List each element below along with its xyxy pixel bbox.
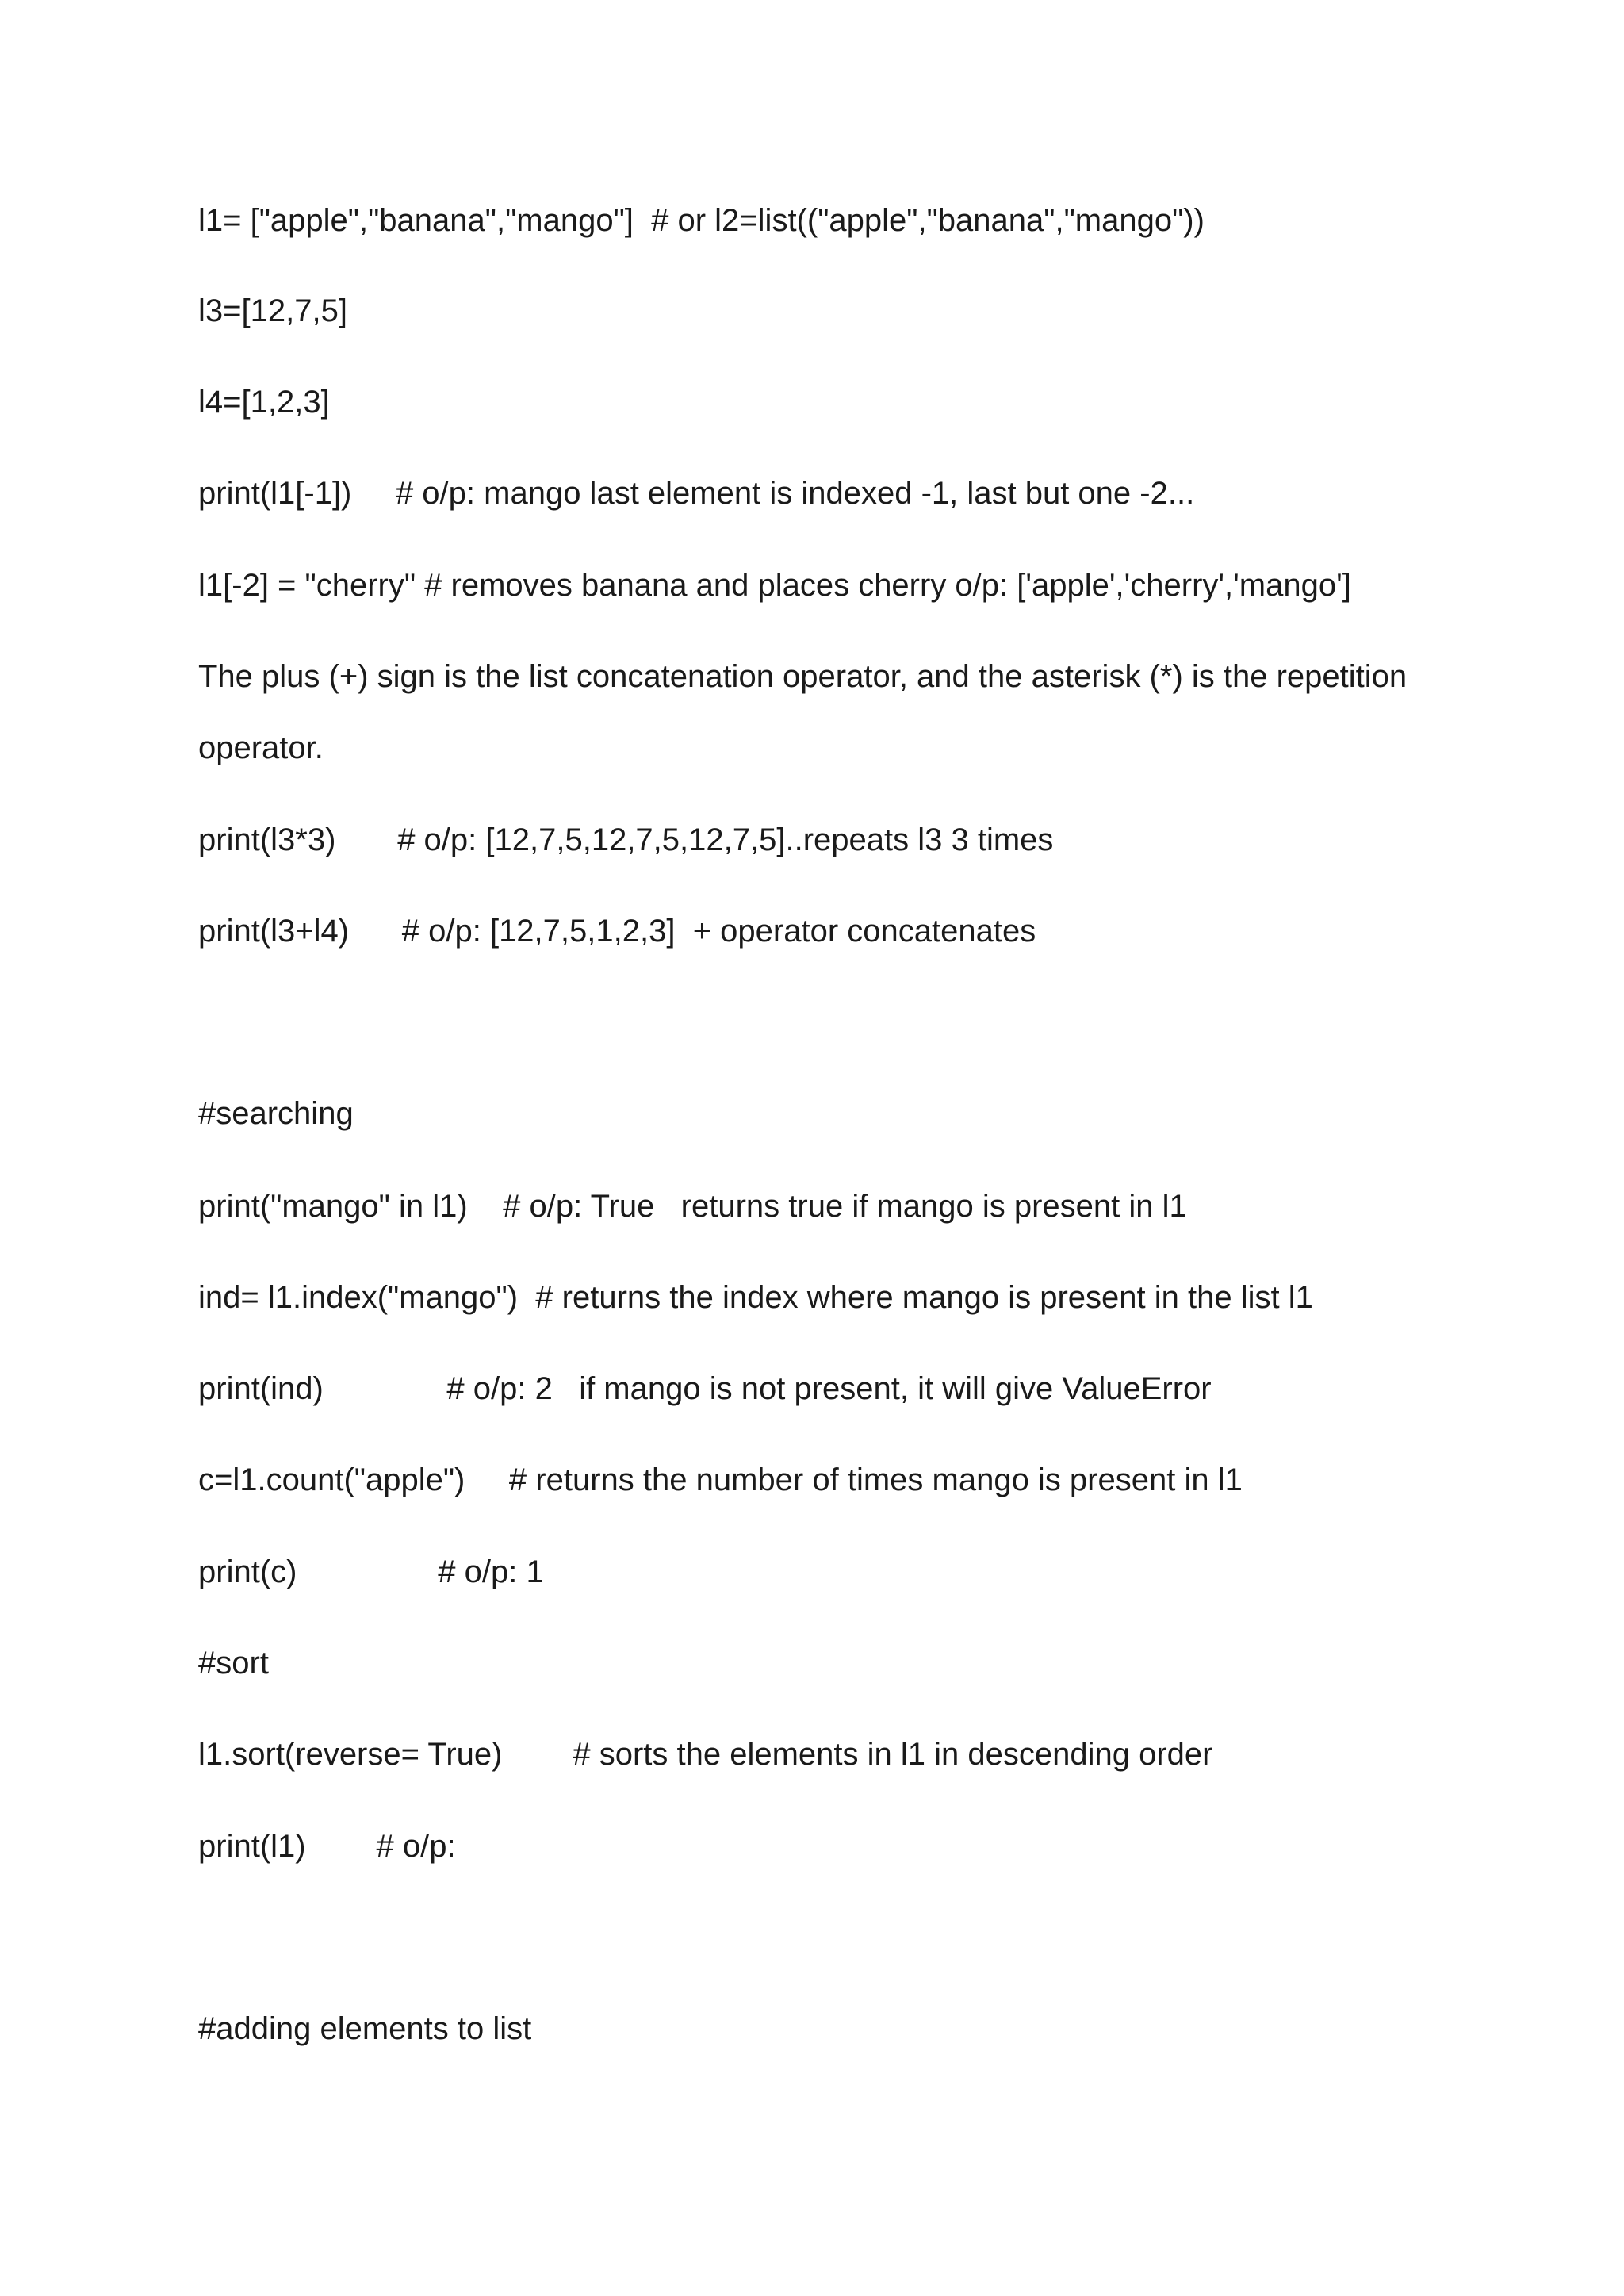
text-line-operators: The plus (+) sign is the list concatenation operator, and the asterisk (*) is the repetition [198, 659, 1408, 694]
text-line-operators-cont: operator. [198, 730, 324, 765]
code-line-concat: print(l3+l4) # o/p: [12,7,5,1,2,3] + operator concatenates [198, 914, 1036, 949]
comment-heading-sort: #sort [198, 1646, 269, 1681]
code-line-list-definition: l1= ["apple","banana","mango"] # or l2=list(("apple","banana","mango")) [198, 203, 1205, 238]
code-line-l4: l4=[1,2,3] [198, 385, 330, 420]
comment-heading-searching: #searching [198, 1096, 354, 1131]
code-line-print-c: print(c) # o/p: 1 [198, 1554, 544, 1589]
code-line-print-ind: print(ind) # o/p: 2 if mango is not present, it will give ValueError [198, 1371, 1212, 1406]
code-line-replace-cherry: l1[-2] = "cherry" # removes banana and places cherry o/p: ['apple','cherry','mango'] [198, 568, 1351, 603]
code-line-l3: l3=[12,7,5] [198, 293, 347, 328]
code-line-index: ind= l1.index("mango") # returns the index where mango is present in the list l1 [198, 1280, 1313, 1315]
code-line-sort: l1.sort(reverse= True) # sorts the elements in l1 in descending order [198, 1737, 1213, 1772]
code-line-print-l1: print(l1) # o/p: [198, 1829, 456, 1864]
code-line-in-check: print("mango" in l1) # o/p: True returns true if mango is present in l1 [198, 1189, 1187, 1224]
code-line-repeat: print(l3*3) # o/p: [12,7,5,12,7,5,12,7,5]..repeats l3 3 times [198, 822, 1054, 857]
code-line-print-last: print(l1[-1]) # o/p: mango last element is indexed -1, last but one -2... [198, 476, 1195, 511]
code-line-count: c=l1.count("apple") # returns the number of times mango is present in l1 [198, 1462, 1243, 1497]
comment-heading-adding: #adding elements to list [198, 2011, 532, 2046]
